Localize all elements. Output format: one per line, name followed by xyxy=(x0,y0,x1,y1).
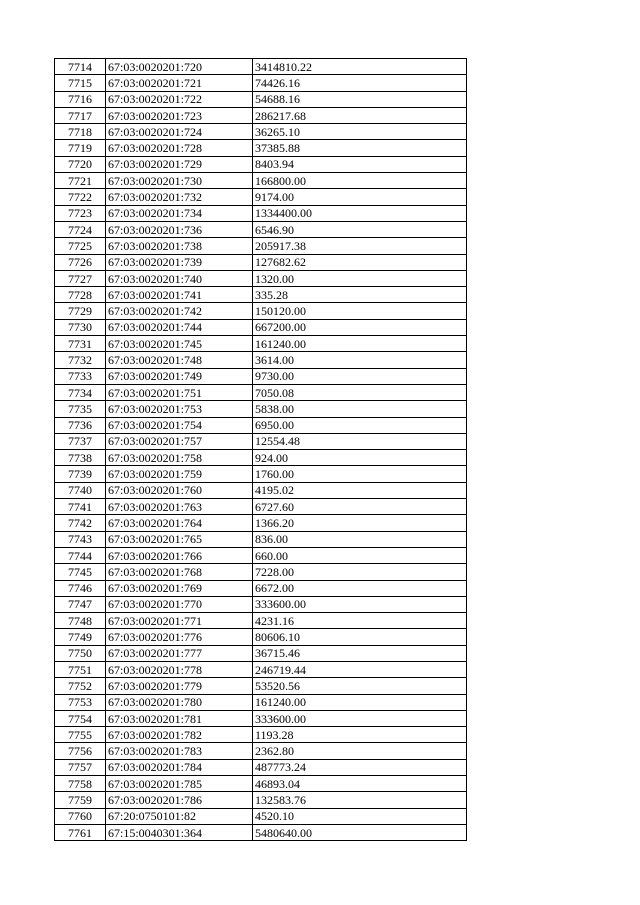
cadastral-number-cell: 67:03:0020201:769 xyxy=(106,580,253,596)
cadastral-number-cell: 67:03:0020201:753 xyxy=(106,401,253,417)
cadastral-number-cell: 67:03:0020201:780 xyxy=(106,694,253,710)
table-row xyxy=(55,303,467,319)
cadastral-value-cell: 3414810.22 xyxy=(253,59,467,75)
table-row xyxy=(55,613,467,629)
cadastral-number-cell: 67:03:0020201:765 xyxy=(106,531,253,547)
cadastral-value-cell: 246719.44 xyxy=(253,661,467,677)
cadastral-value-cell: 333600.00 xyxy=(253,596,467,612)
cadastral-value-cell: 3614.00 xyxy=(253,352,467,368)
cadastral-number-cell: 67:03:0020201:782 xyxy=(106,727,253,743)
table-row xyxy=(55,140,467,156)
row-number-cell: 7721 xyxy=(55,173,106,189)
table-row xyxy=(55,482,467,498)
table-row xyxy=(55,824,467,840)
table-row xyxy=(55,547,467,563)
cadastral-number-cell: 67:03:0020201:720 xyxy=(106,59,253,75)
cadastral-number-cell: 67:03:0020201:786 xyxy=(106,792,253,808)
cadastral-value-cell: 74426.16 xyxy=(253,75,467,91)
cadastral-number-cell: 67:03:0020201:729 xyxy=(106,156,253,172)
cadastral-number-cell: 67:03:0020201:764 xyxy=(106,515,253,531)
cadastral-value-cell: 286217.68 xyxy=(253,107,467,123)
row-number-cell: 7757 xyxy=(55,759,106,775)
table-row xyxy=(55,450,467,466)
cadastral-number-cell: 67:03:0020201:770 xyxy=(106,596,253,612)
cadastral-value-cell: 8403.94 xyxy=(253,156,467,172)
cadastral-value-cell: 1320.00 xyxy=(253,270,467,286)
cadastral-number-cell: 67:03:0020201:741 xyxy=(106,287,253,303)
cadastral-value-cell: 80606.10 xyxy=(253,629,467,645)
table-row xyxy=(55,75,467,91)
row-number-cell: 7731 xyxy=(55,336,106,352)
row-number-cell: 7758 xyxy=(55,776,106,792)
table-row xyxy=(55,336,467,352)
table-row xyxy=(55,661,467,677)
table-row xyxy=(55,173,467,189)
row-number-cell: 7750 xyxy=(55,645,106,661)
table-row xyxy=(55,596,467,612)
table-row xyxy=(55,710,467,726)
row-number-cell: 7756 xyxy=(55,743,106,759)
cadastral-value-cell: 161240.00 xyxy=(253,336,467,352)
cadastral-number-cell: 67:03:0020201:722 xyxy=(106,91,253,107)
row-number-cell: 7715 xyxy=(55,75,106,91)
row-number-cell: 7739 xyxy=(55,466,106,482)
cadastral-number-cell: 67:03:0020201:732 xyxy=(106,189,253,205)
cadastral-value-cell: 333600.00 xyxy=(253,710,467,726)
table-row xyxy=(55,401,467,417)
cadastral-number-cell: 67:03:0020201:758 xyxy=(106,450,253,466)
cadastral-value-cell: 487773.24 xyxy=(253,759,467,775)
cadastral-value-cell: 1760.00 xyxy=(253,466,467,482)
cadastral-number-cell: 67:03:0020201:757 xyxy=(106,433,253,449)
row-number-cell: 7730 xyxy=(55,319,106,335)
row-number-cell: 7729 xyxy=(55,303,106,319)
row-number-cell: 7738 xyxy=(55,450,106,466)
cadastral-value-cell: 54688.16 xyxy=(253,91,467,107)
table-row xyxy=(55,156,467,172)
row-number-cell: 7719 xyxy=(55,140,106,156)
cadastral-value-cell: 4231.16 xyxy=(253,613,467,629)
row-number-cell: 7726 xyxy=(55,254,106,270)
cadastral-value-cell: 924.00 xyxy=(253,450,467,466)
table-row xyxy=(55,694,467,710)
cadastral-number-cell: 67:03:0020201:784 xyxy=(106,759,253,775)
cadastral-value-cell: 12554.48 xyxy=(253,433,467,449)
row-number-cell: 7728 xyxy=(55,287,106,303)
cadastral-value-table xyxy=(54,58,467,841)
cadastral-number-cell: 67:03:0020201:744 xyxy=(106,319,253,335)
cadastral-number-cell: 67:03:0020201:759 xyxy=(106,466,253,482)
row-number-cell: 7727 xyxy=(55,270,106,286)
cadastral-value-cell: 205917.38 xyxy=(253,238,467,254)
cadastral-value-cell: 1366.20 xyxy=(253,515,467,531)
table-row xyxy=(55,221,467,237)
table-row xyxy=(55,727,467,743)
cadastral-number-cell: 67:03:0020201:728 xyxy=(106,140,253,156)
table-row xyxy=(55,59,467,75)
cadastral-number-cell: 67:03:0020201:721 xyxy=(106,75,253,91)
row-number-cell: 7733 xyxy=(55,368,106,384)
row-number-cell: 7744 xyxy=(55,547,106,563)
cadastral-value-cell: 335.28 xyxy=(253,287,467,303)
table-row xyxy=(55,531,467,547)
cadastral-value-cell: 6727.60 xyxy=(253,499,467,515)
row-number-cell: 7743 xyxy=(55,531,106,547)
table-row xyxy=(55,319,467,335)
row-number-cell: 7751 xyxy=(55,661,106,677)
cadastral-value-cell: 6546.90 xyxy=(253,221,467,237)
cadastral-number-cell: 67:03:0020201:745 xyxy=(106,336,253,352)
cadastral-number-cell: 67:03:0020201:751 xyxy=(106,384,253,400)
table-row xyxy=(55,629,467,645)
cadastral-number-cell: 67:03:0020201:740 xyxy=(106,270,253,286)
cadastral-value-cell: 150120.00 xyxy=(253,303,467,319)
cadastral-value-cell: 36715.46 xyxy=(253,645,467,661)
table-row xyxy=(55,645,467,661)
cadastral-number-cell: 67:03:0020201:783 xyxy=(106,743,253,759)
table-row xyxy=(55,433,467,449)
cadastral-number-cell: 67:03:0020201:781 xyxy=(106,710,253,726)
cadastral-number-cell: 67:03:0020201:777 xyxy=(106,645,253,661)
table-row xyxy=(55,776,467,792)
cadastral-value-cell: 5838.00 xyxy=(253,401,467,417)
cadastral-number-cell: 67:03:0020201:724 xyxy=(106,124,253,140)
row-number-cell: 7746 xyxy=(55,580,106,596)
cadastral-value-cell: 53520.56 xyxy=(253,678,467,694)
row-number-cell: 7759 xyxy=(55,792,106,808)
row-number-cell: 7760 xyxy=(55,808,106,824)
row-number-cell: 7752 xyxy=(55,678,106,694)
cadastral-value-cell: 37385.88 xyxy=(253,140,467,156)
cadastral-value-cell: 1334400.00 xyxy=(253,205,467,221)
row-number-cell: 7737 xyxy=(55,433,106,449)
row-number-cell: 7732 xyxy=(55,352,106,368)
table-row xyxy=(55,678,467,694)
table-row xyxy=(55,238,467,254)
cadastral-number-cell: 67:03:0020201:771 xyxy=(106,613,253,629)
row-number-cell: 7753 xyxy=(55,694,106,710)
row-number-cell: 7735 xyxy=(55,401,106,417)
row-number-cell: 7740 xyxy=(55,482,106,498)
cadastral-value-cell: 1193.28 xyxy=(253,727,467,743)
row-number-cell: 7725 xyxy=(55,238,106,254)
cadastral-value-cell: 127682.62 xyxy=(253,254,467,270)
cadastral-value-cell: 9730.00 xyxy=(253,368,467,384)
cadastral-number-cell: 67:03:0020201:785 xyxy=(106,776,253,792)
cadastral-value-cell: 4520.10 xyxy=(253,808,467,824)
table-row xyxy=(55,499,467,515)
row-number-cell: 7749 xyxy=(55,629,106,645)
cadastral-number-cell: 67:03:0020201:768 xyxy=(106,564,253,580)
cadastral-number-cell: 67:03:0020201:730 xyxy=(106,173,253,189)
cadastral-number-cell: 67:03:0020201:749 xyxy=(106,368,253,384)
row-number-cell: 7734 xyxy=(55,384,106,400)
table-row xyxy=(55,270,467,286)
table-row xyxy=(55,368,467,384)
row-number-cell: 7714 xyxy=(55,59,106,75)
cadastral-value-cell: 7228.00 xyxy=(253,564,467,580)
row-number-cell: 7723 xyxy=(55,205,106,221)
row-number-cell: 7720 xyxy=(55,156,106,172)
cadastral-number-cell: 67:03:0020201:760 xyxy=(106,482,253,498)
table-row xyxy=(55,466,467,482)
row-number-cell: 7736 xyxy=(55,417,106,433)
table-row xyxy=(55,759,467,775)
table-row xyxy=(55,205,467,221)
table-row xyxy=(55,743,467,759)
row-number-cell: 7717 xyxy=(55,107,106,123)
table-row xyxy=(55,254,467,270)
table-row xyxy=(55,515,467,531)
table-row xyxy=(55,352,467,368)
cadastral-number-cell: 67:03:0020201:736 xyxy=(106,221,253,237)
row-number-cell: 7755 xyxy=(55,727,106,743)
table-row xyxy=(55,580,467,596)
cadastral-number-cell: 67:03:0020201:778 xyxy=(106,661,253,677)
cadastral-value-cell: 9174.00 xyxy=(253,189,467,205)
cadastral-number-cell: 67:03:0020201:766 xyxy=(106,547,253,563)
cadastral-value-cell: 6950.00 xyxy=(253,417,467,433)
table-row xyxy=(55,287,467,303)
row-number-cell: 7742 xyxy=(55,515,106,531)
cadastral-value-cell: 36265.10 xyxy=(253,124,467,140)
row-number-cell: 7722 xyxy=(55,189,106,205)
table-row xyxy=(55,91,467,107)
table-row xyxy=(55,107,467,123)
table-body xyxy=(55,59,467,841)
table-row xyxy=(55,417,467,433)
cadastral-value-cell: 2362.80 xyxy=(253,743,467,759)
row-number-cell: 7718 xyxy=(55,124,106,140)
row-number-cell: 7754 xyxy=(55,710,106,726)
row-number-cell: 7741 xyxy=(55,499,106,515)
cadastral-number-cell: 67:03:0020201:748 xyxy=(106,352,253,368)
cadastral-value-cell: 6672.00 xyxy=(253,580,467,596)
cadastral-number-cell: 67:15:0040301:364 xyxy=(106,824,253,840)
cadastral-value-cell: 667200.00 xyxy=(253,319,467,335)
cadastral-number-cell: 67:03:0020201:738 xyxy=(106,238,253,254)
table-row xyxy=(55,808,467,824)
row-number-cell: 7745 xyxy=(55,564,106,580)
cadastral-number-cell: 67:03:0020201:763 xyxy=(106,499,253,515)
cadastral-value-cell: 7050.08 xyxy=(253,384,467,400)
table-row xyxy=(55,124,467,140)
row-number-cell: 7724 xyxy=(55,221,106,237)
cadastral-value-cell: 4195.02 xyxy=(253,482,467,498)
cadastral-number-cell: 67:03:0020201:742 xyxy=(106,303,253,319)
cadastral-number-cell: 67:03:0020201:754 xyxy=(106,417,253,433)
cadastral-number-cell: 67:03:0020201:723 xyxy=(106,107,253,123)
cadastral-number-cell: 67:03:0020201:739 xyxy=(106,254,253,270)
cadastral-value-cell: 132583.76 xyxy=(253,792,467,808)
cadastral-number-cell: 67:03:0020201:779 xyxy=(106,678,253,694)
cadastral-number-cell: 67:03:0020201:734 xyxy=(106,205,253,221)
cadastral-value-cell: 836.00 xyxy=(253,531,467,547)
table-row xyxy=(55,384,467,400)
cadastral-value-cell: 166800.00 xyxy=(253,173,467,189)
cadastral-number-cell: 67:03:0020201:776 xyxy=(106,629,253,645)
cadastral-value-cell: 161240.00 xyxy=(253,694,467,710)
table-row xyxy=(55,792,467,808)
cadastral-value-cell: 660.00 xyxy=(253,547,467,563)
cadastral-number-cell: 67:20:0750101:82 xyxy=(106,808,253,824)
cadastral-value-cell: 46893.04 xyxy=(253,776,467,792)
cadastral-value-cell: 5480640.00 xyxy=(253,824,467,840)
row-number-cell: 7761 xyxy=(55,824,106,840)
row-number-cell: 7716 xyxy=(55,91,106,107)
table-row xyxy=(55,189,467,205)
row-number-cell: 7748 xyxy=(55,613,106,629)
table-row xyxy=(55,564,467,580)
row-number-cell: 7747 xyxy=(55,596,106,612)
